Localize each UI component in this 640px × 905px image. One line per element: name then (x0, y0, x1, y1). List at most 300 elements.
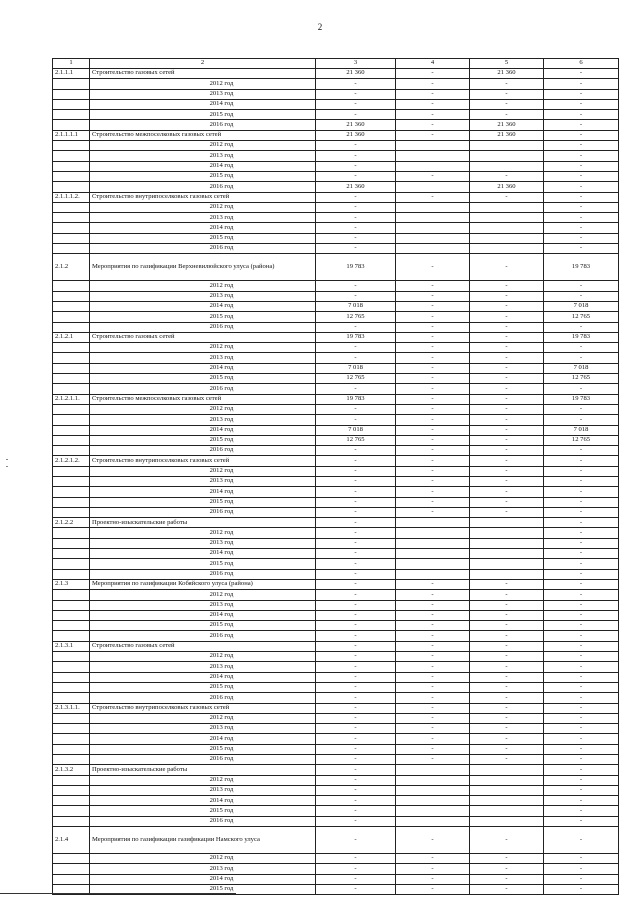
row-code (53, 816, 90, 826)
table-row (53, 816, 619, 826)
row-code (53, 682, 90, 692)
cell-republic: - (470, 254, 544, 281)
row-code (53, 785, 90, 795)
table-row (53, 693, 619, 703)
row-name: 2013 год (90, 89, 316, 99)
table-row (53, 806, 619, 816)
cell-federal: - (396, 384, 470, 394)
cell-local: - (544, 69, 619, 79)
row-name: 2016 год (90, 182, 316, 192)
row-code (53, 590, 90, 600)
row-code: 2.1.2.1 (53, 332, 90, 342)
row-code: 2.1.2.1.1. (53, 394, 90, 404)
cell-total: 7 018 (316, 301, 396, 311)
cell-total: - (316, 518, 396, 528)
cell-total: - (316, 713, 396, 723)
cell-local: - (544, 281, 619, 291)
row-name: Мероприятия по газификации Кобяйского улуса (района) (90, 579, 316, 589)
cell-federal (396, 233, 470, 243)
cell-total: - (316, 528, 396, 538)
cell-federal: - (396, 301, 470, 311)
row-code (53, 435, 90, 445)
table-row (53, 755, 619, 765)
table-row (53, 672, 619, 682)
cell-total: - (316, 404, 396, 414)
cell-local: - (544, 806, 619, 816)
cell-republic: - (470, 662, 544, 672)
row-code (53, 446, 90, 456)
cell-total: - (316, 796, 396, 806)
cell-republic: - (470, 590, 544, 600)
row-code: 2.1.3.1.1. (53, 703, 90, 713)
cell-republic: - (470, 682, 544, 692)
cell-republic (470, 244, 544, 254)
page-number: 2 (317, 22, 323, 32)
cell-federal (396, 182, 470, 192)
cell-total: - (316, 884, 396, 894)
row-code (53, 734, 90, 744)
cell-federal: - (396, 682, 470, 692)
cell-local: - (544, 497, 619, 507)
cell-republic: - (470, 672, 544, 682)
table-row (53, 734, 619, 744)
cell-republic: - (470, 435, 544, 445)
cell-federal: - (396, 734, 470, 744)
row-name: 2012 год (90, 590, 316, 600)
row-code (53, 652, 90, 662)
cell-local: - (544, 518, 619, 528)
cell-federal: - (396, 332, 470, 342)
cell-total: - (316, 549, 396, 559)
cell-local: - (544, 765, 619, 775)
table-row (53, 244, 619, 254)
row-code (53, 141, 90, 151)
table-row (53, 785, 619, 795)
budget-table (52, 58, 619, 895)
row-code: 2.1.2 (53, 254, 90, 281)
row-code: 2.1.3 (53, 579, 90, 589)
row-code (53, 120, 90, 130)
cell-local: - (544, 202, 619, 212)
cell-federal: - (396, 507, 470, 517)
cell-republic (470, 538, 544, 548)
cell-total: - (316, 538, 396, 548)
cell-federal: - (396, 476, 470, 486)
cell-republic (470, 806, 544, 816)
cell-local: - (544, 775, 619, 785)
row-code (53, 244, 90, 254)
cell-republic: 21 360 (470, 120, 544, 130)
cell-local: - (544, 182, 619, 192)
row-name: 2015 год (90, 621, 316, 631)
row-code (53, 806, 90, 816)
table-row (53, 281, 619, 291)
cell-local: - (544, 693, 619, 703)
column-header: 4 (396, 59, 470, 69)
row-code (53, 291, 90, 301)
row-name: 2016 год (90, 816, 316, 826)
cell-local: - (544, 652, 619, 662)
cell-republic: 21 360 (470, 182, 544, 192)
column-header: 5 (470, 59, 544, 69)
row-code (53, 466, 90, 476)
row-name: Проектно-изыскательские работы (90, 518, 316, 528)
row-name: 2012 год (90, 141, 316, 151)
cell-federal: - (396, 89, 470, 99)
row-name: 2013 год (90, 353, 316, 363)
table-row (53, 171, 619, 181)
cell-federal: - (396, 374, 470, 384)
cell-republic (470, 213, 544, 223)
row-name: 2014 год (90, 487, 316, 497)
cell-total: - (316, 559, 396, 569)
table-row (53, 141, 619, 151)
row-code (53, 415, 90, 425)
row-name: Мероприятия по газификации газификации Намского улуса (90, 827, 316, 854)
cell-total: - (316, 827, 396, 854)
cell-republic: - (470, 425, 544, 435)
cell-total: - (316, 662, 396, 672)
cell-local: - (544, 213, 619, 223)
cell-total: 12 765 (316, 312, 396, 322)
cell-total: - (316, 213, 396, 223)
table-row (53, 713, 619, 723)
cell-federal (396, 806, 470, 816)
cell-local: - (544, 528, 619, 538)
cell-republic: - (470, 476, 544, 486)
table-row (53, 322, 619, 332)
cell-total: - (316, 816, 396, 826)
cell-local: - (544, 538, 619, 548)
cell-total: - (316, 652, 396, 662)
table-row (53, 312, 619, 322)
cell-republic: - (470, 312, 544, 322)
row-code (53, 322, 90, 332)
cell-republic: - (470, 415, 544, 425)
cell-republic: - (470, 497, 544, 507)
row-name: 2015 год (90, 497, 316, 507)
row-code (53, 528, 90, 538)
row-name: Мероприятия по газификации Верхневилюйского улуса (района) (90, 254, 316, 281)
row-code (53, 79, 90, 89)
table-row (53, 202, 619, 212)
table-row (53, 631, 619, 641)
cell-total: - (316, 693, 396, 703)
row-code (53, 233, 90, 243)
table-row (53, 161, 619, 171)
cell-local: - (544, 682, 619, 692)
cell-republic: - (470, 744, 544, 754)
row-code (53, 404, 90, 414)
cell-federal (396, 816, 470, 826)
cell-local: - (544, 141, 619, 151)
cell-federal (396, 213, 470, 223)
cell-total: - (316, 415, 396, 425)
table-row (53, 641, 619, 651)
table-row (53, 79, 619, 89)
cell-republic: - (470, 693, 544, 703)
cell-local: - (544, 322, 619, 332)
cell-federal: - (396, 755, 470, 765)
cell-republic: - (470, 374, 544, 384)
column-header: 1 (53, 59, 90, 69)
table-row (53, 662, 619, 672)
table-row (53, 130, 619, 140)
row-name: 2015 год (90, 374, 316, 384)
row-code (53, 724, 90, 734)
row-code (53, 569, 90, 579)
cell-local: - (544, 291, 619, 301)
cell-republic: - (470, 713, 544, 723)
cell-total: - (316, 610, 396, 620)
cell-republic (470, 151, 544, 161)
cell-federal: - (396, 600, 470, 610)
cell-federal: - (396, 621, 470, 631)
row-code (53, 223, 90, 233)
cell-federal: - (396, 322, 470, 332)
cell-federal: - (396, 641, 470, 651)
table-row (53, 518, 619, 528)
cell-local: - (544, 579, 619, 589)
cell-total: 19 783 (316, 394, 396, 404)
cell-republic: - (470, 291, 544, 301)
row-name: Строительство межпоселковых газовых сетей (90, 394, 316, 404)
row-code (53, 312, 90, 322)
cell-local: - (544, 192, 619, 202)
row-name: 2016 год (90, 244, 316, 254)
table-row (53, 69, 619, 79)
row-code: 2.1.1.1 (53, 69, 90, 79)
table-row (53, 497, 619, 507)
cell-local: 12 765 (544, 374, 619, 384)
cell-total: - (316, 244, 396, 254)
cell-local: - (544, 120, 619, 130)
cell-federal: - (396, 827, 470, 854)
cell-total: - (316, 744, 396, 754)
row-name: 2014 год (90, 161, 316, 171)
row-name: 2016 год (90, 322, 316, 332)
table-row (53, 332, 619, 342)
cell-republic: - (470, 384, 544, 394)
cell-republic: - (470, 854, 544, 864)
cell-local: - (544, 590, 619, 600)
cell-total: - (316, 590, 396, 600)
table-row (53, 476, 619, 486)
cell-total: - (316, 765, 396, 775)
cell-local: - (544, 446, 619, 456)
row-code (53, 744, 90, 754)
row-code (53, 301, 90, 311)
cell-total: - (316, 487, 396, 497)
row-name: Строительство внутрипоселковых газовых сетей (90, 456, 316, 466)
cell-federal (396, 559, 470, 569)
cell-local: - (544, 672, 619, 682)
cell-total: - (316, 233, 396, 243)
row-name: 2014 год (90, 425, 316, 435)
row-name: 2013 год (90, 151, 316, 161)
cell-federal (396, 141, 470, 151)
cell-total: 21 360 (316, 182, 396, 192)
cell-republic: - (470, 610, 544, 620)
row-name: 2015 год (90, 110, 316, 120)
cell-republic: - (470, 394, 544, 404)
cell-local: - (544, 641, 619, 651)
cell-federal: - (396, 130, 470, 140)
row-name: 2015 год (90, 682, 316, 692)
row-code (53, 864, 90, 874)
row-code (53, 353, 90, 363)
table-row (53, 301, 619, 311)
row-name: 2012 год (90, 528, 316, 538)
cell-local: - (544, 549, 619, 559)
row-name: 2014 год (90, 672, 316, 682)
cell-total: - (316, 569, 396, 579)
cell-local: - (544, 244, 619, 254)
cell-federal (396, 161, 470, 171)
row-code (53, 610, 90, 620)
cell-republic: - (470, 363, 544, 373)
cell-total: - (316, 755, 396, 765)
table-row (53, 796, 619, 806)
table-row (53, 192, 619, 202)
cell-federal: - (396, 353, 470, 363)
row-name: 2013 год (90, 864, 316, 874)
cell-republic (470, 559, 544, 569)
column-header: 3 (316, 59, 396, 69)
row-code (53, 374, 90, 384)
cell-republic: - (470, 466, 544, 476)
cell-total: - (316, 151, 396, 161)
row-name: Строительство газовых сетей (90, 332, 316, 342)
row-name: 2013 год (90, 600, 316, 610)
cell-total: 21 360 (316, 130, 396, 140)
row-name: 2016 год (90, 755, 316, 765)
cell-local: - (544, 600, 619, 610)
row-code (53, 693, 90, 703)
cell-republic (470, 528, 544, 538)
row-name: 2015 год (90, 744, 316, 754)
cell-federal: - (396, 281, 470, 291)
cell-local: 19 783 (544, 254, 619, 281)
cell-republic: - (470, 353, 544, 363)
cell-republic: - (470, 827, 544, 854)
table-row (53, 363, 619, 373)
cell-republic (470, 569, 544, 579)
cell-total: 19 783 (316, 254, 396, 281)
cell-local: - (544, 621, 619, 631)
table-row (53, 600, 619, 610)
row-name: 2016 год (90, 384, 316, 394)
cell-republic: - (470, 874, 544, 884)
cell-federal: - (396, 435, 470, 445)
table-row (53, 682, 619, 692)
row-code (53, 476, 90, 486)
row-code (53, 171, 90, 181)
row-name: Строительство газовых сетей (90, 641, 316, 651)
cell-republic: - (470, 171, 544, 181)
cell-republic: - (470, 600, 544, 610)
cell-federal: - (396, 343, 470, 353)
table-row (53, 446, 619, 456)
cell-federal (396, 785, 470, 795)
cell-federal: - (396, 693, 470, 703)
row-code (53, 600, 90, 610)
cell-federal: - (396, 724, 470, 734)
cell-total: - (316, 579, 396, 589)
cell-total: - (316, 171, 396, 181)
cell-local: - (544, 415, 619, 425)
cell-federal: - (396, 497, 470, 507)
cell-republic: - (470, 89, 544, 99)
table-row (53, 569, 619, 579)
cell-local: - (544, 816, 619, 826)
cell-republic (470, 223, 544, 233)
cell-local: - (544, 353, 619, 363)
cell-federal: - (396, 110, 470, 120)
table-row (53, 724, 619, 734)
cell-republic: - (470, 110, 544, 120)
cell-local: 7 018 (544, 363, 619, 373)
table-row (53, 223, 619, 233)
cell-local: - (544, 171, 619, 181)
cell-total: - (316, 621, 396, 631)
row-name: 2014 год (90, 363, 316, 373)
cell-total: - (316, 775, 396, 785)
cell-republic: - (470, 322, 544, 332)
row-code (53, 621, 90, 631)
cell-total: - (316, 192, 396, 202)
cell-total: 7 018 (316, 363, 396, 373)
cell-local: - (544, 384, 619, 394)
row-name: Строительство межпоселковых газовых сетей (90, 130, 316, 140)
table-row (53, 775, 619, 785)
cell-federal: - (396, 192, 470, 202)
cell-local: - (544, 466, 619, 476)
table-row (53, 415, 619, 425)
row-name: 2016 год (90, 693, 316, 703)
cell-local: - (544, 569, 619, 579)
table-row (53, 864, 619, 874)
row-name: Строительство внутрипоселковых газовых сетей (90, 703, 316, 713)
cell-local: - (544, 110, 619, 120)
row-code (53, 343, 90, 353)
column-header: 6 (544, 59, 619, 69)
table-row (53, 213, 619, 223)
cell-local: - (544, 796, 619, 806)
cell-republic (470, 518, 544, 528)
cell-federal (396, 244, 470, 254)
cell-republic (470, 816, 544, 826)
cell-local: - (544, 631, 619, 641)
cell-republic (470, 141, 544, 151)
cell-federal (396, 569, 470, 579)
row-code (53, 425, 90, 435)
row-name: Строительство внутрипоселковых газовых сетей (90, 192, 316, 202)
cell-local: 12 765 (544, 435, 619, 445)
row-code (53, 538, 90, 548)
cell-local: 7 018 (544, 425, 619, 435)
cell-local: - (544, 456, 619, 466)
cell-total: - (316, 466, 396, 476)
cell-republic (470, 775, 544, 785)
table-row (53, 874, 619, 884)
row-code (53, 363, 90, 373)
row-code: 2.1.4 (53, 827, 90, 854)
cell-republic: 21 360 (470, 69, 544, 79)
row-name: 2012 год (90, 652, 316, 662)
cell-total: - (316, 89, 396, 99)
table-row (53, 507, 619, 517)
